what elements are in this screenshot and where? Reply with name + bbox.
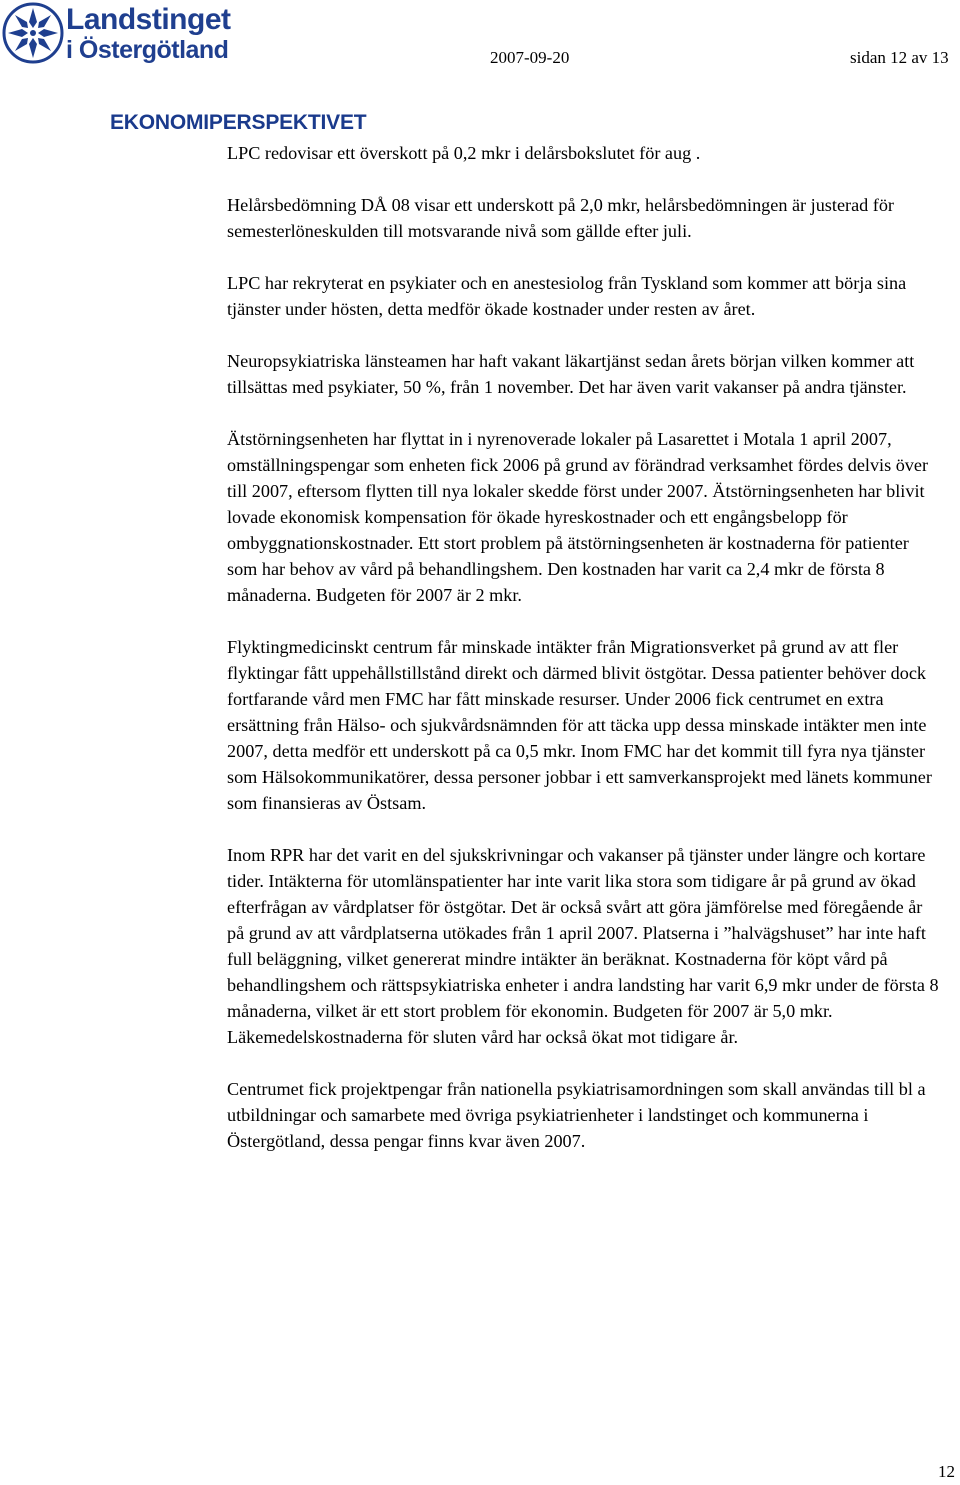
paragraph-8: Centrumet fick projektpengar från nationella psykiatrisamordningen som skall användas till bl a utbildningar och samarbete med övriga psykiatrienheter i landstinget och kommunerna i Östergötland, dessa pengar finns kvar även 2007. xyxy=(227,1079,926,1151)
paragraph-4: Neuropsykiatriska länsteamen har haft vakant läkartjänst sedan årets början vilken kommer att tillsättas med psykiater, 50 %, från 1 november. Det har även varit vakanser på andra tjänster. xyxy=(227,351,915,397)
landstinget-logo xyxy=(2,2,247,66)
logo-line1: Landstinget xyxy=(66,3,231,36)
landstinget-logo-icon xyxy=(2,2,64,64)
paragraph-1: LPC redovisar ett överskott på 0,2 mkr i delårsbokslutet för aug . xyxy=(227,143,701,163)
logo-line2: i Östergötland xyxy=(66,36,229,64)
header-page-info: sidan 12 av 13 xyxy=(850,48,949,67)
paragraph-3: LPC har rekryterat en psykiater och en anestesiolog från Tyskland som kommer att börja sina tjänster under hösten, detta medför ökade kostnader under resten av året. xyxy=(227,273,907,319)
page-number: 12 xyxy=(938,1462,955,1481)
paragraph-6: Flyktingmedicinskt centrum får minskade intäkter från Migrationsverket på grund av att fler flyktingar fått uppehållstillstånd direkt och därmed blivit östgötar. Dessa patienter behöver dock fortfarande vård men FMC har fått minskade resurser. Under 2006 fick centrumet en extra ersättning från Hälso- och sjukvårdsnämnden för att täcka upp dessa minskade intäkter men inte 2007, detta medför ett underskott på ca 0,5 mkr. Inom FMC har det kommit till fyra nya tjänster som Hälsokommunikatörer, dessa personer jobbar i ett samverkansprojekt med länets kommuner som finansieras av Östsam. xyxy=(227,637,932,813)
paragraph-2: Helårsbedömning DÅ 08 visar ett underskott på 2,0 mkr, helårsbedömningen är justerad för semesterlöneskulden till motsvarande nivå som gällde efter juli. xyxy=(227,195,894,241)
paragraph-7: Inom RPR har det varit en del sjukskrivningar och vakanser på tjänster under längre och kortare tider. Intäkterna för utomlänspatienter har inte varit lika stora som tidigare år på grund av ökad efterfrågan av vårdplatser för östgötar. Det är också svårt att göra jämförelse med föregående år på grund av att vårdplatserna utökades från 1 april 2007. Platserna i ”halvägshuset” har inte haft full beläggning, vilket genererat mindre intäkter än beräknat. Kostnaderna för köpt vård på behandlingshem och rättspsykiatriska enheter i andra landsting har varit 6,9 mkr under de första 8 månaderna, vilket är ett stort problem för ekonomin. Budgeten för 2007 är 5,0 mkr. Läkemedelskostnaderna för sluten vård har också ökat mot tidigare år. xyxy=(227,845,939,1047)
body-text xyxy=(227,140,939,1180)
header-date: 2007-09-20 xyxy=(490,48,570,67)
section-heading: EKONOMIPERSPEKTIVET xyxy=(110,111,367,134)
paragraph-5: Ätstörningsenheten har flyttat in i nyrenoverade lokaler på Lasarettet i Motala 1 april 2007, omställningspengar som enheten fick 2006 på grund av förändrad verksamhet fördes delvis över till 2007, eftersom flytten till nya lokaler skedde först under 2007. Ätstörningsenheten har blivit lovade ekonomisk kompensation för ökade hyreskostnader och ett engångsbelopp för ombyggnationskostnader. Ett stort problem på ätstörningsenheten är kostnaderna för patienter som har behov av vård på behandlingshem. Den kostnaden har varit ca 2,4 mkr de första 8 månaderna. Budgeten för 2007 är 2 mkr. xyxy=(227,429,929,605)
